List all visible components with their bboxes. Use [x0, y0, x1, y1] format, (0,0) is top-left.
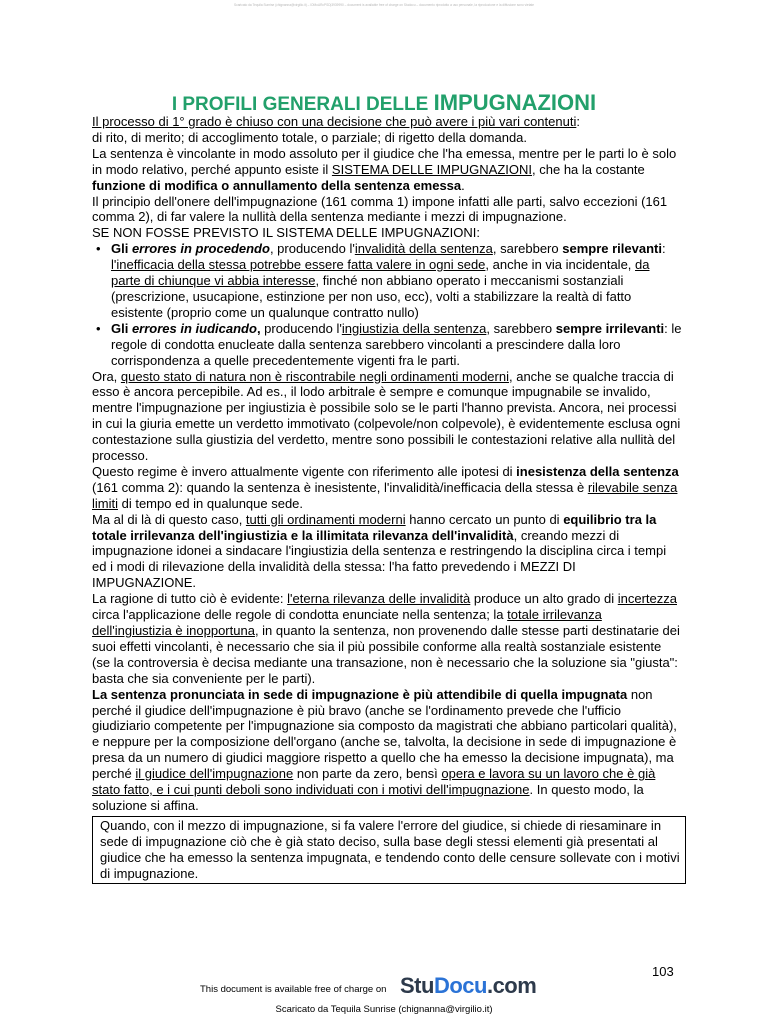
downloaded-by-notice: Scaricato da Tequila Sunrise (chignanna@virgilio.it)	[275, 1004, 493, 1015]
underlined-text: questo stato di natura non è riscontrabile negli ordinamenti moderni	[120, 368, 509, 384]
text: : le regole di condotta enucleate dalla sentenza sarebbero vincolanti a prescindere dalla loro corrispondenza a quelle precedentemente vigenti fra le parti.	[111, 320, 682, 368]
bullet-icon: •	[96, 241, 101, 257]
paragraph-burden: Il principio dell'onere dell'impugnazione (161 comma 1) impone infatti alle parti, salvo eccezioni (161 comma 2), di far valere la nullità della sentenza mediante i mezzi di impugnazione.	[92, 193, 668, 225]
underlined-text: il giudice dell'impugnazione	[135, 766, 294, 782]
text: :	[661, 241, 666, 257]
bold-text: equilibrio tra la totale irrilevanza dell'ingiustizia e la illimitata rilevanza dell'invalidità	[92, 511, 657, 543]
logo-stu: Stu	[400, 973, 434, 998]
list-item	[92, 241, 682, 321]
text: non perché il giudice dell'impugnazione è più bravo (anche se l'ordinamento prevede che l'ufficio giudiziario competente per l'impugnazione sia composto da magistrati che abbiano particolari qualità), e neppure per la composizione dell'organo (anche se, talvolta, la decisione in sede di impugnazione è presa da un numero di giudici maggiore rispetto a quello che ha emesso la decisione impugnata), ma perché	[92, 686, 677, 782]
bold-text: sempre irrilevanti	[555, 320, 665, 336]
underlined-text: incertezza	[617, 591, 677, 607]
studocu-footer	[200, 972, 580, 1000]
text: Questo regime è invero attualmente vigente con riferimento alle ipotesi di	[92, 463, 517, 479]
bold-text: funzione di modifica o annullamento della sentenza emessa	[92, 177, 462, 193]
bold-text: sempre rilevanti	[562, 241, 662, 257]
page-number: 103	[652, 964, 674, 979]
text: . In questo modo, la soluzione si affina.	[92, 782, 644, 813]
text: La ragione di tutto ciò è evidente:	[92, 591, 288, 607]
text: non parte da zero, bensì	[293, 766, 442, 782]
bold-text: ,	[256, 320, 261, 336]
logo-com: .com	[486, 973, 537, 998]
text: , in quanto la sentenza, non provenendo dalle stesse parti destinatarie dei suoi effetti vincolanti, è necessario che sia il più possibile conforme alla realtà sostanziale esistente (se la controversia è decisa mediante una transazione, non è necessario che la soluzione sia "giusta": basta che sia conveniente per le parti).	[92, 623, 680, 686]
paragraph-heading-caps: SE NON FOSSE PREVISTO IL SISTEMA DELLE IMPUGNAZIONI:	[92, 225, 480, 241]
download-watermark-line: Scaricato da Tequila Sunrise (chignanna@virgilio.it) – lOMoARcPSD|3939990 – document is available free of charge on Studocu – documento riprodotto a uso personale, la riproduzione e la diffusione sono vietate	[233, 3, 535, 7]
text: di rito, di merito; di accoglimento totale, o parziale; di rigetto della domanda.	[92, 129, 528, 145]
text: :	[576, 114, 580, 129]
underlined-text: opera e lavora su un lavoro che è già stato fatto, e i cui punti deboli sono individuati con i motivi dell'impugnazione	[92, 766, 656, 798]
text: Ora,	[92, 368, 121, 384]
text: La sentenza è vincolante in modo assoluto per il giudice che l'ha emessa, mentre per le parti lo è solo in modo relativo, perché appunto esiste il	[92, 145, 677, 177]
underlined-text: l'eterna rilevanza delle invalidità	[287, 591, 471, 607]
studocu-logo[interactable]	[400, 973, 536, 999]
text: hanno cercato un punto di	[405, 511, 564, 527]
boxed-note: Quando, con il mezzo di impugnazione, si fa valere l'errore del giudice, si chiede di riesaminare in sede di impugnazione ciò che è già stato deciso, sulla base degli stessi elementi già presentati al giudice che ha emesso la sentenza impugnata, e tendendo conto delle censure sollevate con i motivi di impugnazione.	[92, 816, 686, 884]
underlined-text: tutti gli ordinamenti moderni	[245, 511, 406, 527]
text: , creando mezzi di impugnazione idonei a sindacare l'ingiustizia della sentenza e restringendo la disciplina circa i tempi ed i modi di rilevazione della invalidità della stessa: l'ha fatto prevedendo i MEZZI DI IMPUGNAZIONE.	[92, 527, 667, 591]
text: , che ha la costante	[532, 161, 645, 177]
logo-docu: Docu	[433, 973, 487, 998]
title-part-1: I PROFILI GENERALI DELLE	[171, 94, 434, 115]
text: circa l'applicazione delle regole di condotta enunciate nella sentenza; la	[92, 607, 508, 623]
bold-italic-text: errores in procedendo	[131, 241, 270, 257]
bullet-list	[92, 241, 682, 368]
text: , producendo l'	[269, 241, 355, 257]
text: Ma al di là di questo caso,	[92, 511, 246, 527]
underlined-text: Il processo di 1° grado è chiuso con una decisione che può avere i più vari contenuti	[92, 114, 577, 129]
text: produce un alto grado di	[470, 591, 618, 607]
document-body	[92, 114, 682, 884]
underlined-text: ingiustizia della sentenza	[341, 320, 487, 336]
bold-text: Gli	[111, 241, 132, 257]
underlined-text: rilevabile senza limiti	[92, 479, 678, 511]
text: , sarebbero	[492, 241, 563, 257]
availability-notice: This document is available free of charge on	[200, 984, 387, 995]
text: di tempo ed in qualunque sede.	[118, 495, 304, 511]
underlined-text: da parte di chiunque vi abbia interesse	[111, 257, 650, 289]
text: , sarebbero	[486, 320, 556, 336]
paragraph-reliability	[92, 687, 682, 814]
bullet-icon: •	[96, 320, 101, 336]
text: .	[461, 177, 465, 193]
text: , anche in via incidentale,	[485, 257, 636, 273]
list-item	[92, 321, 682, 369]
paragraph-equilibrium	[92, 512, 682, 592]
text: , anche se qualche traccia di esso è ancora percepibile. Ad es., il lodo arbitrale è sempre e comunque impugnabile se invalido, mentre l'impugnazione per ingiustizia è possibile solo se le parti l'hanno prevista. Ancora, nei processi in cui la giuria emette un verdetto immotivato (colpevole/non colpevole), è evidentemente esclusa ogni contestazione sulla giustizia del verdetto, mentre sono possibili le contestazioni relative alla nullità del processo.	[92, 368, 681, 464]
bold-text: La sentenza pronunciata in sede di impugnazione è più attendibile di quella impugnata	[92, 686, 628, 702]
paragraph-state-of-nature	[92, 369, 682, 464]
page-title	[0, 90, 768, 116]
paragraph-intro	[92, 114, 682, 146]
paragraph-inexistence	[92, 464, 682, 512]
underlined-text: l'inefficacia della stessa potrebbe essere fatta valere in ogni sede	[111, 257, 486, 273]
text: (161 comma 2): quando la sentenza è inesistente, l'invalidità/inefficacia della stessa è	[92, 479, 588, 495]
title-part-2: IMPUGNAZIONI	[433, 90, 597, 115]
bold-text: Gli	[111, 320, 132, 336]
underlined-text: SISTEMA DELLE IMPUGNAZIONI	[331, 161, 533, 177]
underlined-text: invalidità della sentenza	[354, 241, 493, 257]
bold-text: inesistenza della sentenza	[516, 463, 679, 479]
text: , finché non abbiano operato i meccanismi sostanziali (prescrizione, usucapione, estinzione per non uso, ecc), volti a stabilizzare la realtà di fatto esistente (proprio come un qualunque contratto nullo)	[111, 273, 632, 320]
paragraph-binding-effect	[92, 146, 682, 194]
text: producendo l'	[260, 320, 342, 336]
bold-italic-text: errores in iudicando	[131, 320, 257, 336]
underlined-text: totale irrilevanza dell'ingiustizia è inopportuna	[92, 607, 602, 638]
paragraph-reason	[92, 591, 682, 686]
